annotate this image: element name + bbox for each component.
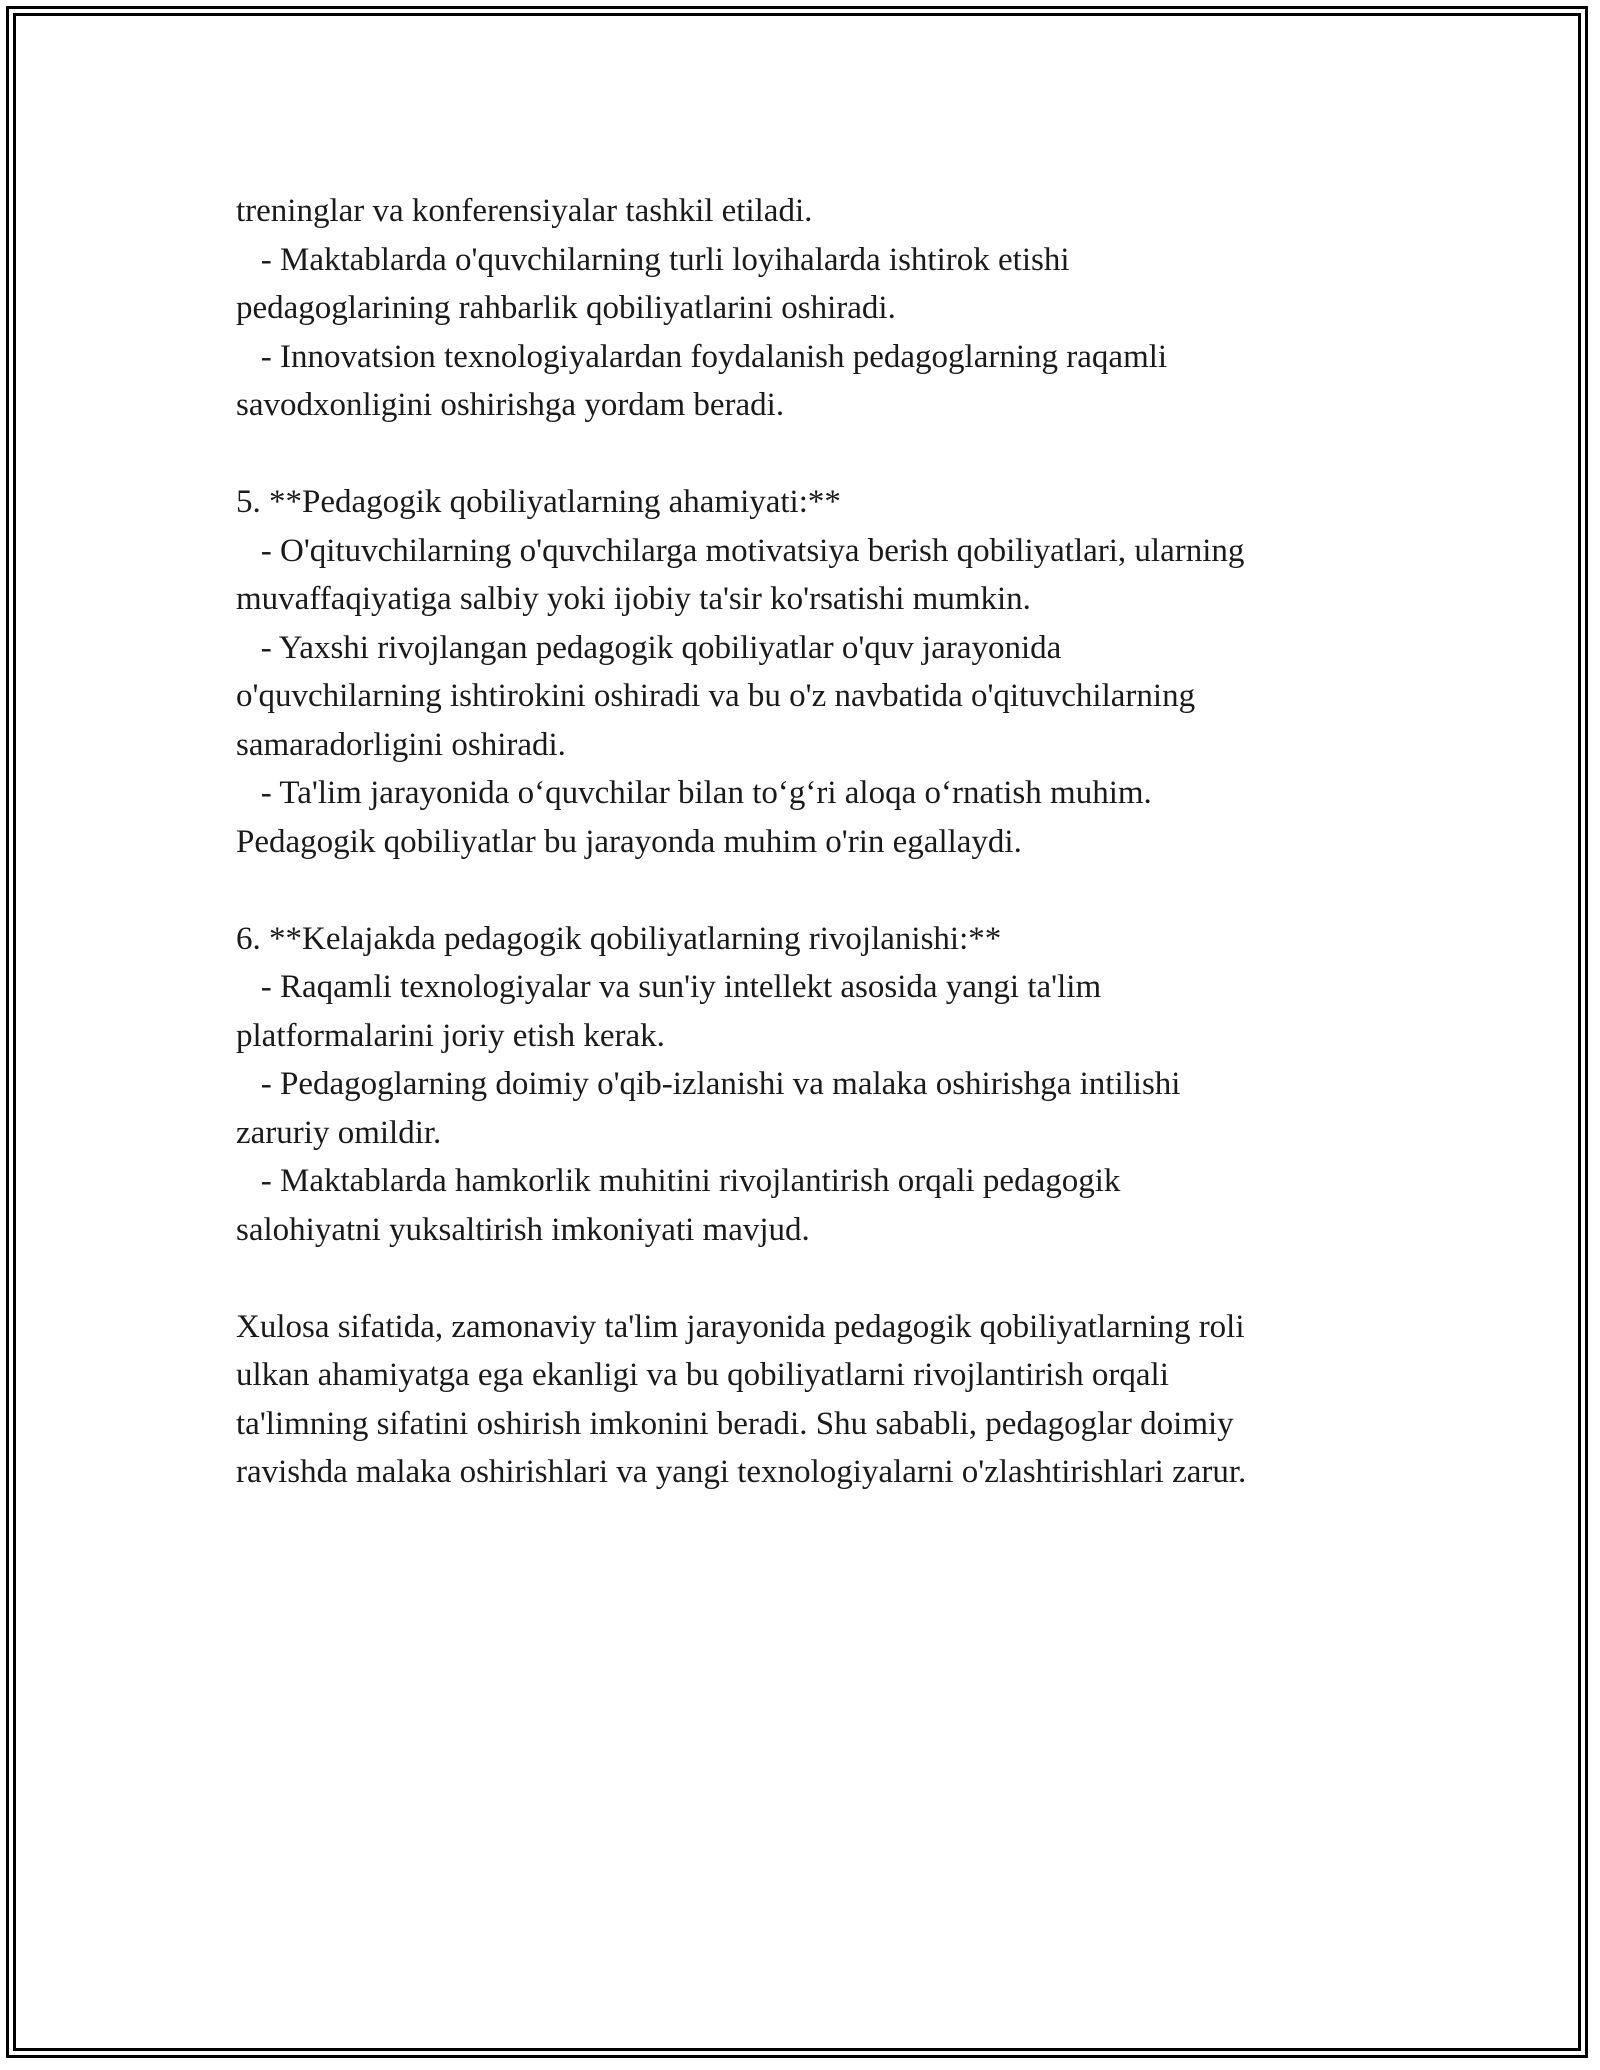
text-line: o'quvchilarning ishtirokini oshiradi va bu o'z navbatida o'qituvchilarning <box>236 678 1196 714</box>
conclusion-line: ta'limning sifatini oshirish imkonini beradi. Shu sababli, pedagoglar doimiy <box>236 1405 1234 1442</box>
text-line: - Pedagoglarning doimiy o'qib-izlanishi va malaka oshirishga intilishi <box>236 1066 1181 1102</box>
text-line: treninglar va konferensiyalar tashkil etiladi. <box>236 193 813 229</box>
text-line: - Ta'lim jarayonida o‘quvchilar bilan to‘g‘ri aloqa o‘rnatish muhim. <box>236 775 1152 811</box>
conclusion-line: Xulosa sifatida, zamonaviy ta'lim jarayonida pedagogik qobiliyatlarning roli <box>236 1308 1245 1345</box>
text-line: - O'qituvchilarning o'quvchilarga motivatsiya berish qobiliyatlari, ularning <box>236 532 1245 569</box>
text-line: muvaffaqiyatiga salbiy yoki ijobiy ta'sir ko'rsatishi mumkin. <box>236 581 1031 617</box>
text-line: platformalarini joriy etish kerak. <box>236 1017 665 1054</box>
text-line: zaruriy omildir. <box>236 1114 442 1151</box>
text-line: - Innovatsion texnologiyalardan foydalanish pedagoglarning raqamli <box>236 338 1168 375</box>
document-body <box>236 187 1416 1497</box>
blank-line <box>236 866 1416 915</box>
text-line: samaradorligini oshiradi. <box>236 726 566 763</box>
text-line: pedagoglarining rahbarlik qobiliyatlarini oshiradi. <box>236 290 896 326</box>
text-line: - Yaxshi rivojlangan pedagogik qobiliyatlar o'quv jarayonida <box>236 629 1062 666</box>
text-line: - Maktablarda o'quvchilarning turli loyihalarda ishtirok etishi <box>236 241 1070 278</box>
text-line: - Maktablarda hamkorlik muhitini rivojlantirish orqali pedagogik <box>236 1163 1121 1199</box>
blank-line <box>236 430 1416 479</box>
text-line: salohiyatni yuksaltirish imkoniyati mavjud. <box>236 1211 810 1248</box>
text-line: Pedagogik qobiliyatlar bu jarayonda muhim o'rin egallaydi. <box>236 823 1022 860</box>
conclusion-line: ravishda malaka oshirishlari va yangi texnologiyalarni o'zlashtirishlari zarur. <box>236 1454 1247 1490</box>
conclusion-line: ulkan ahamiyatga ega ekanligi va bu qobiliyatlarni rivojlantirish orqali <box>236 1357 1169 1393</box>
text-line: - Raqamli texnologiyalar va sun'iy intellekt asosida yangi ta'lim <box>236 969 1102 1005</box>
section-heading-6: 6. **Kelajakda pedagogik qobiliyatlarning rivojlanishi:** <box>236 920 1002 957</box>
blank-line <box>236 1254 1416 1303</box>
text-line: savodxonligini oshirishga yordam beradi. <box>236 387 785 423</box>
section-heading-5: 5. **Pedagogik qobiliyatlarning ahamiyati:** <box>236 484 841 520</box>
